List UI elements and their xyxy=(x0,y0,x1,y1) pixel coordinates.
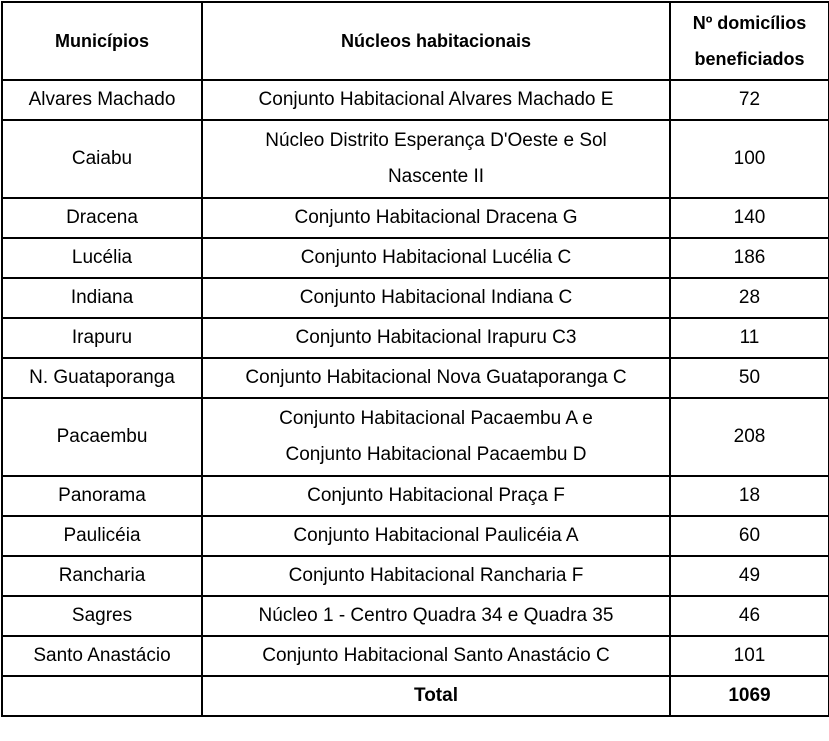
table-row xyxy=(2,556,829,596)
cell-municipio: Caiabu xyxy=(2,120,202,198)
cell-municipio: Rancharia xyxy=(2,556,202,596)
cell-domicilios: 208 xyxy=(670,398,829,476)
cell-nucleo: Conjunto Habitacional Nova Guataporanga C xyxy=(202,358,670,398)
cell-domicilios: 101 xyxy=(670,636,829,676)
table-row xyxy=(2,198,829,238)
cell-domicilios: 100 xyxy=(670,120,829,198)
cell-domicilios: 18 xyxy=(670,476,829,516)
cell-nucleo xyxy=(202,398,670,476)
cell-nucleo: Conjunto Habitacional Lucélia C xyxy=(202,238,670,278)
cell-nucleo: Conjunto Habitacional Praça F xyxy=(202,476,670,516)
cell-municipio: Santo Anastácio xyxy=(2,636,202,676)
table-header-row xyxy=(2,2,829,80)
cell-nucleo: Conjunto Habitacional Santo Anastácio C xyxy=(202,636,670,676)
table-row xyxy=(2,278,829,318)
cell-domicilios: 11 xyxy=(670,318,829,358)
cell-domicilios: 72 xyxy=(670,80,829,120)
cell-nucleo: Conjunto Habitacional Irapuru C3 xyxy=(202,318,670,358)
cell-municipio: Paulicéia xyxy=(2,516,202,556)
cell-municipio: Irapuru xyxy=(2,318,202,358)
cell-municipio: Pacaembu xyxy=(2,398,202,476)
cell-domicilios: 140 xyxy=(670,198,829,238)
cell-nucleo: Conjunto Habitacional Rancharia F xyxy=(202,556,670,596)
table-row xyxy=(2,358,829,398)
cell-nucleo-line2: Conjunto Habitacional Pacaembu D xyxy=(285,444,587,465)
cell-municipio: Dracena xyxy=(2,198,202,238)
cell-domicilios: 46 xyxy=(670,596,829,636)
cell-nucleo: Núcleo 1 - Centro Quadra 34 e Quadra 35 xyxy=(202,596,670,636)
cell-nucleo xyxy=(202,120,670,198)
cell-domicilios: 186 xyxy=(670,238,829,278)
total-value: 1069 xyxy=(670,676,829,716)
cell-domicilios: 28 xyxy=(670,278,829,318)
cell-municipio: N. Guataporanga xyxy=(2,358,202,398)
cell-nucleo: Conjunto Habitacional Paulicéia A xyxy=(202,516,670,556)
total-label: Total xyxy=(202,676,670,716)
cell-municipio: Panorama xyxy=(2,476,202,516)
cell-municipio: Lucélia xyxy=(2,238,202,278)
cell-nucleo-line1: Núcleo Distrito Esperança D'Oeste e Sol xyxy=(265,130,607,151)
cell-nucleo: Conjunto Habitacional Indiana C xyxy=(202,278,670,318)
cell-domicilios: 50 xyxy=(670,358,829,398)
cell-nucleo-line1: Conjunto Habitacional Pacaembu A e xyxy=(279,408,593,429)
cell-municipio: Alvares Machado xyxy=(2,80,202,120)
housing-table xyxy=(1,1,829,717)
cell-nucleo: Conjunto Habitacional Dracena G xyxy=(202,198,670,238)
header-domicilios-line2: beneficiados xyxy=(694,49,805,69)
table-row xyxy=(2,516,829,556)
cell-municipio: Indiana xyxy=(2,278,202,318)
header-municipios: Municípios xyxy=(2,2,202,80)
cell-municipio: Sagres xyxy=(2,596,202,636)
header-domicilios xyxy=(670,2,829,80)
cell-nucleo-line2: Nascente II xyxy=(387,166,485,187)
total-row xyxy=(2,676,829,716)
table-row xyxy=(2,398,829,476)
header-nucleos: Núcleos habitacionais xyxy=(202,2,670,80)
table-row xyxy=(2,476,829,516)
header-domicilios-line1: Nº domicílios xyxy=(692,13,807,33)
cell-domicilios: 60 xyxy=(670,516,829,556)
table-row xyxy=(2,80,829,120)
total-empty-cell xyxy=(2,676,202,716)
table-row xyxy=(2,596,829,636)
table-row xyxy=(2,318,829,358)
table-row xyxy=(2,238,829,278)
cell-domicilios: 49 xyxy=(670,556,829,596)
table-row xyxy=(2,120,829,198)
table-row xyxy=(2,636,829,676)
cell-nucleo: Conjunto Habitacional Alvares Machado E xyxy=(202,80,670,120)
